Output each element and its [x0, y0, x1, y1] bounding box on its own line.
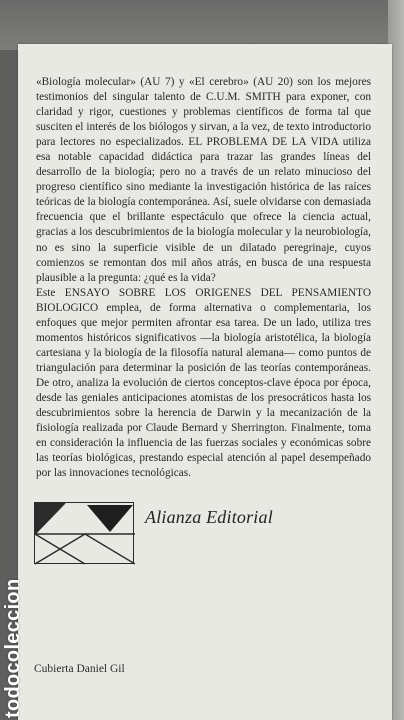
publisher-name: Alianza Editorial — [145, 507, 273, 527]
back-cover-blurb — [36, 75, 371, 481]
cover-credit: Cubierta Daniel Gil — [34, 663, 125, 675]
publisher-block — [34, 502, 380, 564]
watermark — [0, 548, 26, 720]
alianza-logo-icon — [34, 502, 134, 564]
blurb-paragraph-2: Este ENSAYO SOBRE LOS ORIGENES DEL PENSAMIENTO BIOLOGICO emplea, de forma alternativa o complementaria, los enfoques que mejor permiten afrontar esa tarea. De un lado, utiliza tres momentos históricos significativos —la biología aristotélica, la biología cartesiana y la biología de la filosofía natural alemana— como puntos de triangulación para determinar la posición de las teorías contemporáneas. De otro, analiza la evolución de ciertos conceptos-clave época por época, desde las geniales anticipaciones atomistas de los presocráticos hasta los descubrimientos sobre la herencia de Darwin y la mecanización de la fisiología realizada por Claude Bernard y Sherrington. Finalmente, toma en consideración la influencia de las fuerzas sociales y económicas sobre las teorías biológicas, prestando especial atención al papel desempeñado por las innovaciones tecnológicas. — [36, 286, 371, 480]
blurb-paragraph-1: «Biología molecular» (AU 7) y «El cerebro» (AU 20) son los mejores testimonios del singular talento de C.U.M. SMITH para exponer, con claridad y rigor, cuestiones y problemas científicos de forma tal que susciten el interés de los biólogos y sirvan, a la vez, de texto introductorio para lectores no especializados. EL PROBLEMA DE LA VIDA utiliza esa notable capacidad didáctica para trazar las grandes líneas del desarrollo de la biología; pero no a través de un relato minucioso del progreso científico sino mediante la investigación histórica de las raíces teóricas de la biología contemporánea. Así, suele olvidarse con demasiada frecuencia que el brillante espectáculo que ofrece la ciencia actual, gracias a los descubrimientos de la biología molecular y la neurobiología, no es sino la superficie visible de un dilatado peregrinaje, cuyos comienzos se remontan dos mil años atrás, en busca de una respuesta plausible a la pregunta: ¿qué es la vida? — [36, 76, 371, 284]
watermark-text: todocoleccion — [2, 578, 24, 718]
background-surface — [0, 0, 404, 50]
